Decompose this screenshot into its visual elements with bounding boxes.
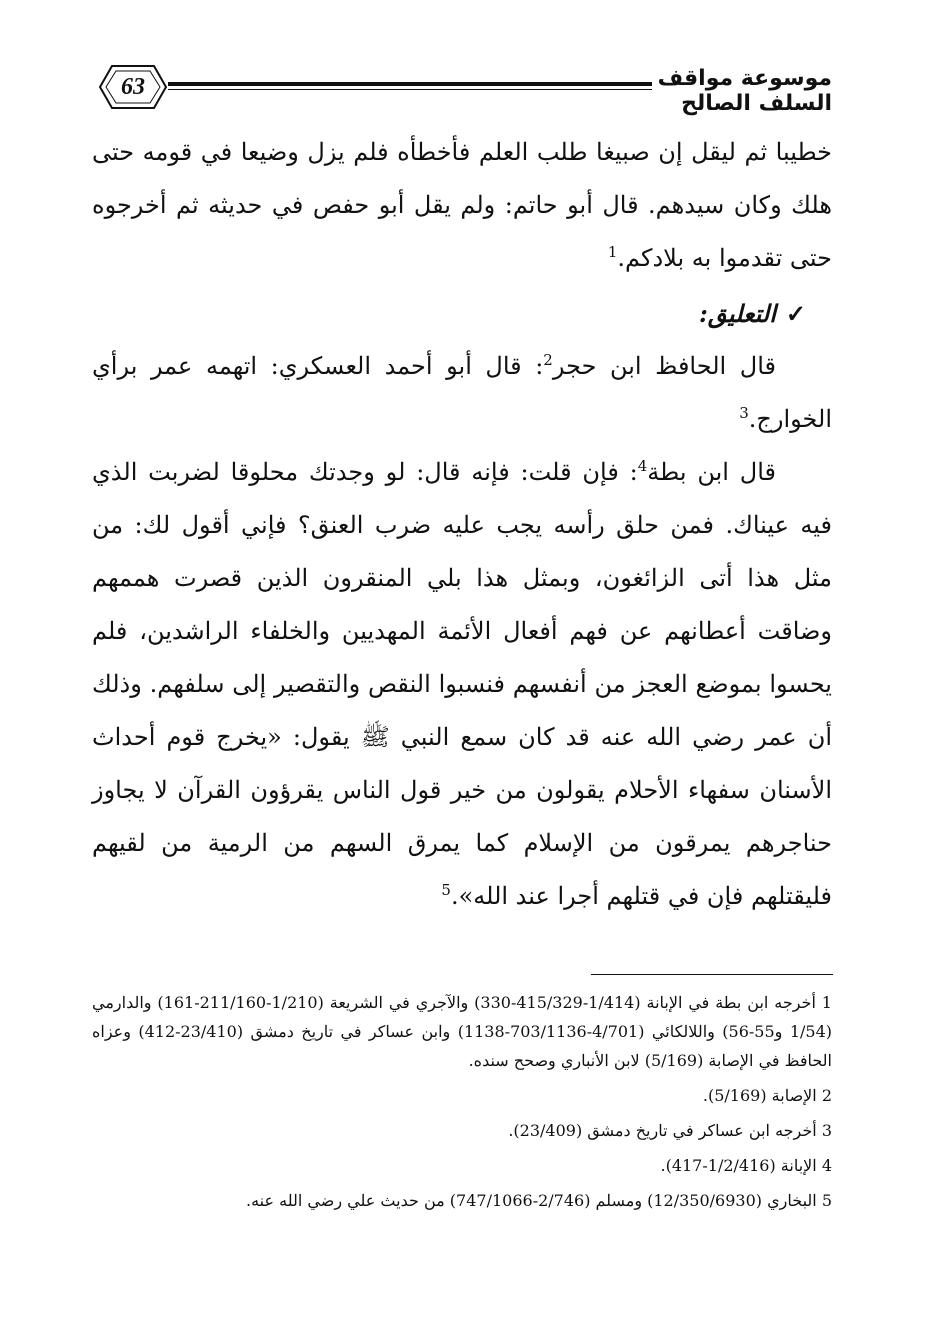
- paragraph-text: : قال أبو أحمد العسكري: اتهمه عمر برأي الخوارج.: [92, 352, 832, 433]
- paragraph-text: قال ابن بطة: [647, 458, 776, 486]
- paragraph: [92, 446, 832, 923]
- footnote-text: الإبانة (1/2/416-417).: [660, 1156, 817, 1175]
- footnote-text: أخرجه ابن بطة في الإبانة (1/414-415/329-330) والآجري في الشريعة (1/210-211/160-161) والدارمي (1/54 و55-56) واللالكائي (4/701-703/1136-1138) وابن عساكر في تاريخ دمشق (23/410-412) وعزاه الحافظ في الإصابة (5/169) لابن الأنباري وصحح سنده.: [92, 993, 832, 1070]
- header-rule: [168, 82, 652, 86]
- paragraph-text: قال الحافظ ابن حجر: [552, 352, 776, 380]
- main-text: [92, 126, 832, 923]
- page-header: [92, 60, 832, 120]
- footnote-ref: 5: [441, 881, 451, 899]
- footnote: [92, 988, 832, 1075]
- footnote-separator: [591, 974, 833, 975]
- footnote-text: البخاري (12/350/6930) ومسلم (2/746-747/1066) من حديث علي رضي الله عنه.: [246, 1191, 817, 1210]
- paragraph-text: : فإن قلت: فإنه قال: لو وجدتك محلوقا لضربت الذي فيه عيناك. فمن حلق رأسه يجب عليه ضرب العنق؟ فإني أقول لك: من مثل هذا أتى الزائغون، وبمثل هذا بلي المنقرون الذين قصرت هممهم وضاقت أعطانهم عن فهم أفعال الأئمة المهديين والخلفاء الراشدين، فلم يحسوا بموضع العجز من أنفسهم فنسبوا النقص والتقصير إلى سلفهم. وذلك أن عمر رضي الله عنه قد كان سمع النبي ﷺ يقول: «يخرج قوم أحداث الأسنان سفهاء الأحلام يقولون من خير قول الناس يقرؤون القرآن لا يجاوز حناجرهم يمرقون من الإسلام كما يمرق السهم من الرمية من لقيهم فليقتلهم فإن في قتلهم أجرا عند الله».: [92, 458, 832, 910]
- footnote-ref: 4: [637, 457, 648, 475]
- page-number-badge: [98, 62, 168, 112]
- paragraph: [92, 340, 832, 446]
- header-rule-thin: [168, 89, 652, 90]
- series-title: موسوعة مواقف السلف الصالح: [657, 66, 832, 116]
- footnote: [92, 1151, 832, 1180]
- footnote-number: 1: [821, 993, 832, 1012]
- footnote-ref: 2: [543, 351, 553, 369]
- footnote-ref: 1: [607, 243, 618, 261]
- footnote-text: الإصابة (5/169).: [702, 1086, 817, 1105]
- footnote-text: أخرجه ابن عساكر في تاريخ دمشق (23/409).: [508, 1121, 817, 1140]
- footnote: [92, 1116, 832, 1145]
- paragraph-text: خطيبا ثم ليقل إن صبيغا طلب العلم فأخطأه فلم يزل وضيعا في قومه حتى هلك وكان سيدهم. قال أبو حاتم: ولم يقل أبو حفص في حديثه ثم أخرجوه حتى تقدموا به بلادكم.: [92, 138, 833, 272]
- footnote-number: 2: [821, 1086, 832, 1105]
- page-number: 63: [121, 73, 145, 100]
- footnote-number: 5: [821, 1191, 832, 1210]
- footnote-ref: 3: [739, 404, 749, 422]
- section-heading: [92, 287, 806, 340]
- footnotes: [92, 988, 832, 1221]
- footnote: [92, 1186, 832, 1215]
- footnote: [92, 1081, 832, 1110]
- footnote-number: 4: [821, 1156, 832, 1175]
- heading-text: التعليق:: [699, 299, 776, 328]
- footnote-number: 3: [821, 1121, 832, 1140]
- paragraph: [92, 126, 832, 285]
- check-mark-icon: ✓: [785, 299, 806, 328]
